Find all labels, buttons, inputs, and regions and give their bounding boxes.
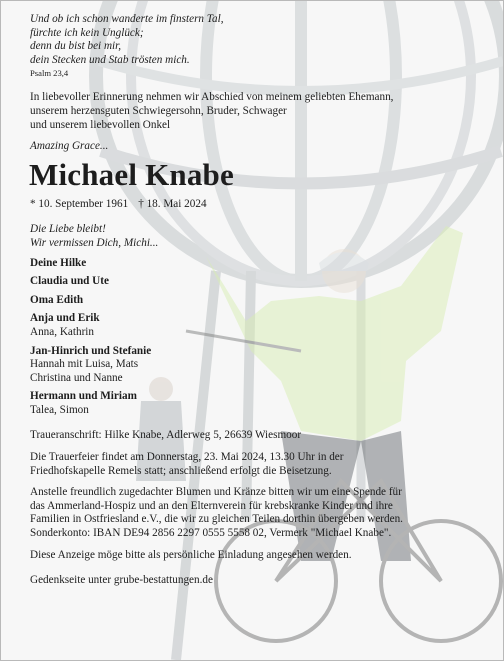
intro-text (30, 91, 491, 132)
mourner-names: Claudia und Ute (30, 275, 109, 288)
donation-line: Familien in Ostfriesland e.V., die wir zu gleichen Teilen dorthin übergeben werden. (30, 513, 403, 526)
mourning-address: Traueranschrift: Hilke Knabe, Adlerweg 5, 26639 Wiesmoor (30, 429, 302, 442)
psalm-line: dein Stecken und Stab trösten mich. (30, 53, 190, 66)
psalm-line: denn du bist bei mir, (30, 40, 122, 53)
mourner-children: Anna, Kathrin (30, 325, 95, 338)
service-line: Die Trauerfeier findet am Donnerstag, 23. Mai 2024, 13.30 Uhr in der (30, 451, 344, 464)
psalm-quote (30, 13, 491, 79)
service-details (30, 451, 491, 478)
death-date: † 18. Mai 2024 (138, 197, 207, 210)
mourner-children: Christina und Nanne (30, 371, 123, 384)
invitation-note: Diese Anzeige möge bitte als persönliche Einladung angesehen werden. (30, 548, 352, 561)
psalm-line: Und ob ich schon wanderte im finstern Tal, (30, 13, 224, 25)
mourner-names: Jan-Hinrich und Stefanie (30, 344, 152, 357)
intro-line: und unserem liebevollen Onkel (30, 118, 171, 131)
birth-date: * 10. September 1961 (30, 197, 129, 210)
farewell-line: Wir vermissen Dich, Michi... (30, 236, 159, 249)
service-line: Friedhofskapelle Remels statt; anschließend erfolgt die Beisetzung. (30, 464, 332, 477)
mourner-names: Hermann und Miriam (30, 390, 137, 403)
intro-line: In liebevoller Erinnerung nehmen wir Abschied von meinem geliebten Ehemann, (30, 91, 394, 104)
mourner-names: Deine Hilke (30, 256, 87, 269)
memorial-page-link[interactable]: Gedenkseite unter grube-bestattungen.de (30, 574, 213, 587)
mourner-names: Anja und Erik (30, 312, 100, 325)
farewell-line: Die Liebe bleibt! (30, 223, 106, 236)
donation-line: Sonderkonto: IBAN DE94 2856 2297 0555 5558 02, Vermerk "Michael Knabe". (30, 527, 392, 540)
donation-line: Anstelle freundlich zugedachter Blumen und Kränze bitten wir um eine Spende für (30, 486, 402, 499)
notice-text (30, 13, 491, 588)
psalm-line: fürchte ich kein Unglück; (30, 26, 144, 39)
intro-line: unserem herzensguten Schwiegersohn, Bruder, Schwager (30, 104, 287, 117)
mourner-children: Hannah mit Luisa, Mats (30, 358, 139, 371)
life-dates (30, 198, 491, 212)
donation-request (30, 486, 491, 540)
mourner-names: Oma Edith (30, 293, 84, 306)
family-list (30, 257, 491, 418)
deceased-name: Michael Knabe (29, 156, 234, 192)
mourner-children: Talea, Simon (30, 403, 89, 416)
psalm-reference: Psalm 23,4 (30, 68, 69, 79)
donation-line: das Ammerland-Hospiz und an den Elternverein für krebskranke Kinder und ihre (30, 499, 393, 512)
farewell-text (30, 223, 491, 250)
motto: Amazing Grace... (30, 140, 109, 153)
